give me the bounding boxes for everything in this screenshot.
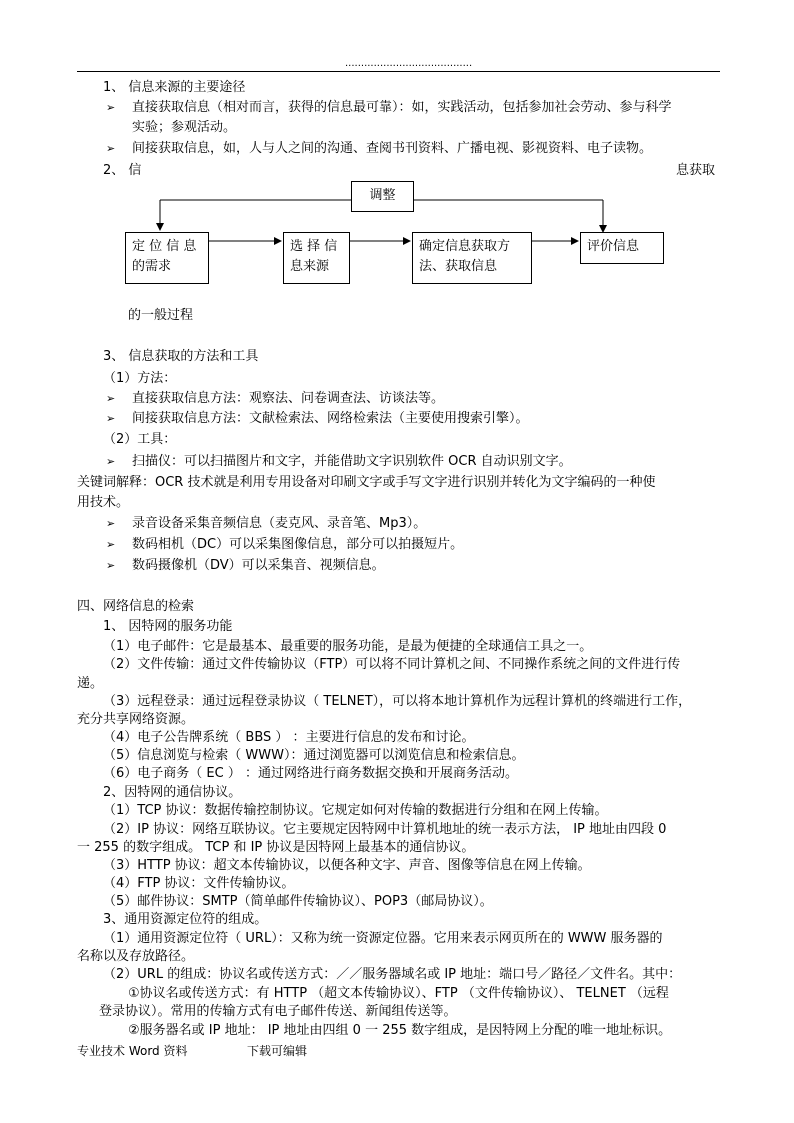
flow-box1-line1: 定 位 信 息 <box>132 239 197 254</box>
section4-sub3-item2: （2）URL 的组成：协议名或传送方式：／／服务器域名或 IP 地址：端口号／路径／文件名。其中： <box>103 967 682 982</box>
flow-box3-line1: 确定信息获取方 <box>419 239 511 254</box>
section3-keyword-line1: 关键词解释：OCR 技术就是利用专用设备对印刷文字或手写文字进行识别并转化为文字编码的一种使 <box>77 475 656 490</box>
section4-sub2-title: 2、因特网的通信协议。 <box>103 785 242 800</box>
section4-sub3-title: 3、通用资源定位符的组成。 <box>103 912 268 927</box>
section3-tool3: 数码相机（DC）可以采集图像信息，部分可以拍摄短片。 <box>132 537 464 552</box>
flow-box-evaluate <box>580 232 664 264</box>
flow-box-locate-need <box>125 232 209 284</box>
section4-sub2-item5: （5）邮件协议：SMTP（简单邮件传输协议）、POP3（邮局协议）。 <box>103 894 493 909</box>
bullet-arrow-icon: ➢ <box>106 412 116 425</box>
bullet-arrow-icon: ➢ <box>106 517 116 530</box>
bullet-arrow-icon: ➢ <box>106 559 116 572</box>
section4-sub2-item2-line1: （2）IP 协议：网络互联协议。它主要规定因特网中计算机地址的统一表示方法， IP 地址由四段 0 <box>103 822 667 837</box>
section4-sub1-item3-line1: （3）远程登录：通过远程登录协议（ TELNET），可以将本地计算机作为远程计算机的终端进行工作， <box>103 694 692 709</box>
section4-sub1-item1: （1）电子邮件：它是最基本、最重要的服务功能，是最为便捷的全球通信工具之一。 <box>103 639 593 654</box>
section4-sub3-item2-part2: ②服务器名或 IP 地址： IP 地址由四组 0 一 255 数字组成，是因特网上分配的唯一地址标识。 <box>128 1023 672 1038</box>
section3-keyword-line2: 用技术。 <box>77 495 130 510</box>
section2-title-left: 2、 信 <box>103 163 142 178</box>
flow-box-determine-method <box>412 232 532 284</box>
section1-bullet2: 间接获取信息，如，人与人之间的沟通、查阅书刊资料、广播电视、影视资料、电子读物。 <box>132 141 653 156</box>
flow-box1-line2: 的需求 <box>132 259 172 274</box>
bullet-arrow-icon: ➢ <box>106 538 116 551</box>
bullet-arrow-icon: ➢ <box>106 101 116 114</box>
section4-sub1-item4: （4）电子公告牌系统（ BBS ） ：主要进行信息的发布和讨论。 <box>103 730 475 745</box>
header-dots: ........................................ <box>345 58 473 69</box>
section4-sub3-item2-part1-line1: ①协议名或传送方式：有 HTTP （超文本传输协议）、FTP （文件传输协议）、 TELNET （远程 <box>128 986 669 1001</box>
section3-tools-heading: （2）工具： <box>103 432 177 447</box>
flow-box2-line1: 选 择 信 <box>290 239 338 254</box>
section4-sub2-item4: （4）FTP 协议：文件传输协议。 <box>103 876 295 891</box>
section4-sub3-item1-line1: （1）通用资源定位符（ URL）：又称为统一资源定位器。它用来表示网页所在的 WWW 服务器的 <box>103 931 663 946</box>
section4-title: 四、网络信息的检索 <box>77 599 195 614</box>
bullet-arrow-icon: ➢ <box>106 455 116 468</box>
footer-left: 专业技术 Word 资料 <box>77 1044 188 1058</box>
bullet-arrow-icon: ➢ <box>106 142 116 155</box>
flow-adjust-box <box>351 181 414 212</box>
section4-sub3-item1-line2: 名称以及存放路径。 <box>77 949 195 964</box>
section4-sub1-item2-line2: 递。 <box>77 676 104 691</box>
flow-adjust-label: 调整 <box>369 188 396 203</box>
section3-tool2: 录音设备采集音频信息（麦克风、录音笔、Mp3）。 <box>132 516 427 531</box>
bullet-arrow-icon: ➢ <box>106 392 116 405</box>
section1-bullet1-line2: 实验；参观活动。 <box>132 120 237 135</box>
section3-tool4: 数码摄像机（DV）可以采集音、视频信息。 <box>132 558 385 573</box>
section4-sub2-item2-line2: 一 255 的数字组成。 TCP 和 IP 协议是因特网上最基本的通信协议。 <box>77 840 475 855</box>
section4-sub1-item5: （5）信息浏览与检索（ WWW）：通过浏览器可以浏览信息和检索信息。 <box>103 748 525 763</box>
flow-box3-line2: 法、获取信息 <box>419 259 498 274</box>
section3-method2: 间接获取信息方法：文献检索法、网络检索法（主要使用搜索引擎）。 <box>132 411 529 426</box>
flow-box2-line2: 息来源 <box>290 259 330 274</box>
section1-title: 1、 信息来源的主要途径 <box>103 80 246 95</box>
flow-box-select-source <box>283 232 350 284</box>
section3-tool1: 扫描仪：可以扫描图片和文字，并能借助文字识别软件 OCR 自动识别文字。 <box>132 454 572 469</box>
section4-sub1-item6: （6）电子商务（ EC ） ：通过网络进行商务数据交换和开展商务活动。 <box>103 766 518 781</box>
section1-bullet1-line1: 直接获取信息（相对而言，获得的信息最可靠）：如，实践活动，包括参加社会劳动、参与科学 <box>132 100 672 115</box>
section4-sub2-item3: （3）HTTP 协议：超文本传输协议，以便各种文字、声音、图像等信息在网上传输。 <box>103 858 591 873</box>
section4-sub1-item2-line1: （2）文件传输：通过文件传输协议（FTP）可以将不同计算机之间、不同操作系统之间的文件进行传 <box>103 657 681 672</box>
section2-title-right: 息获取 <box>676 163 716 178</box>
section3-method1: 直接获取信息方法：观察法、问卷调查法、访谈法等。 <box>132 391 445 406</box>
section2-title-tail: 的一般过程 <box>128 308 194 323</box>
section3-title: 3、 信息获取的方法和工具 <box>103 349 259 364</box>
footer-right: 下载可编辑 <box>247 1044 308 1058</box>
section4-sub1-item3-line2: 充分共享网络资源。 <box>77 712 195 727</box>
flow-box4-label: 评价信息 <box>587 239 640 254</box>
section4-sub3-item2-part1-line2: 登录协议）。常用的传输方式有电子邮件传送、新闻组传送等。 <box>99 1004 457 1019</box>
section4-sub2-item1: （1）TCP 协议：数据传输控制协议。它规定如何对传输的数据进行分组和在网上传输。 <box>103 803 608 818</box>
section4-sub1-title: 1、 因特网的服务功能 <box>103 619 233 634</box>
section3-methods-heading: （1）方法： <box>103 371 177 386</box>
header-rule <box>77 71 720 72</box>
